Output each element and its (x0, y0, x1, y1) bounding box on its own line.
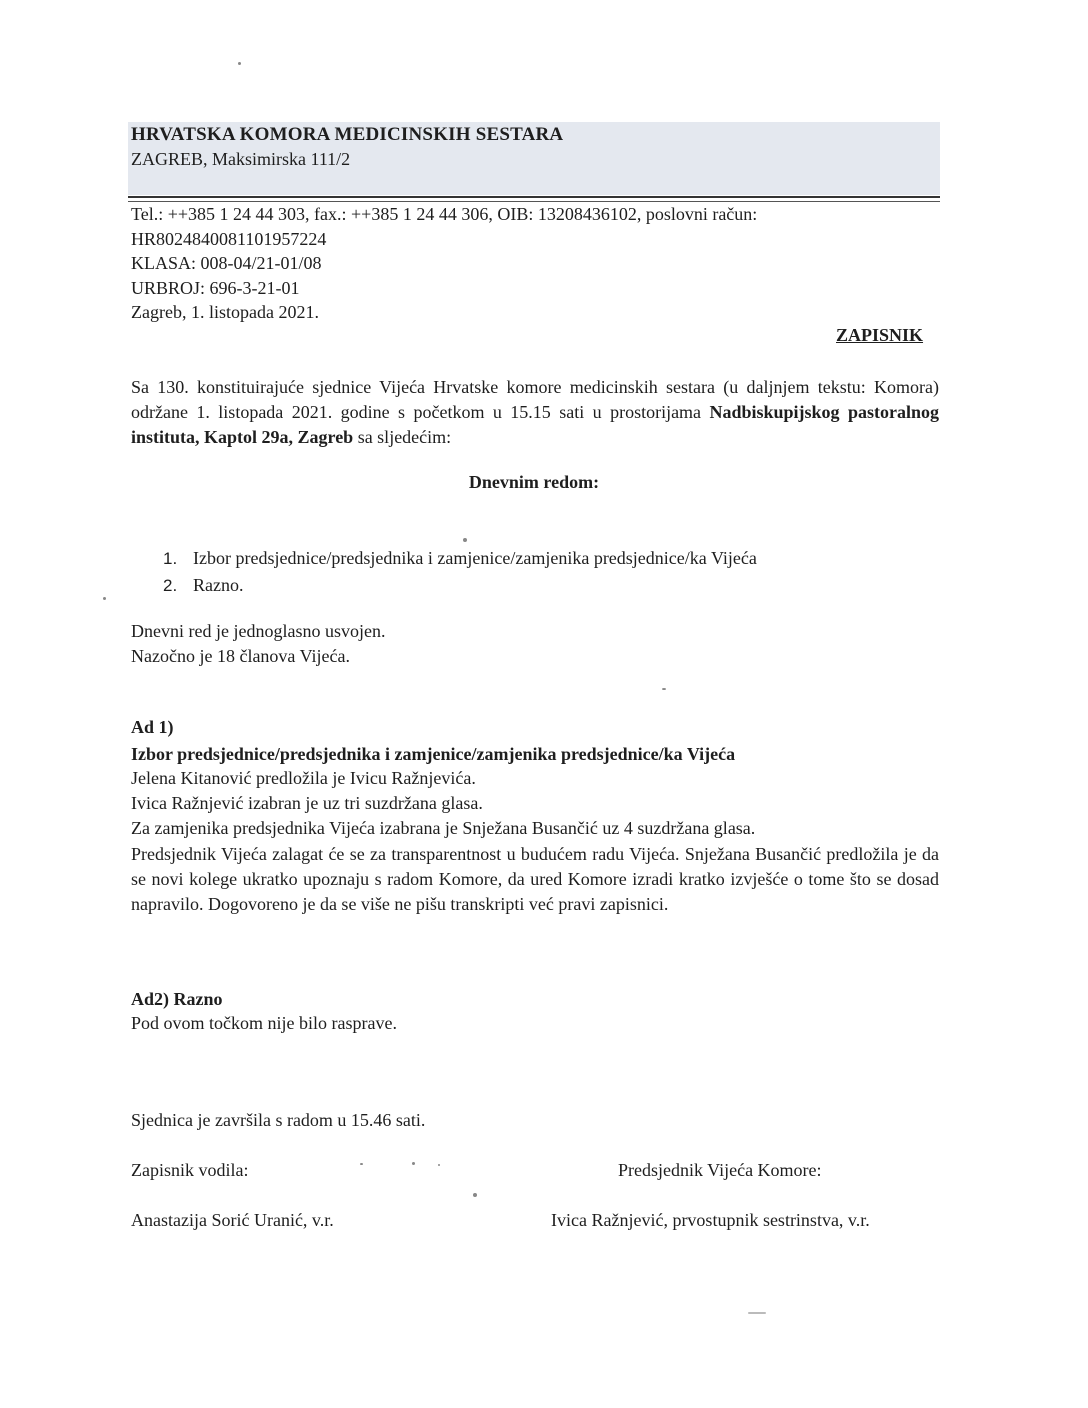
ad1-line: Jelena Kitanović predložila je Ivicu Ražnjevića. (131, 768, 476, 788)
agenda-number: 1. (163, 549, 178, 568)
scan-speck (103, 597, 106, 600)
president-label: Predsjednik Vijeća Komore: (618, 1160, 822, 1180)
urbroj: URBROJ: 696-3-21-01 (131, 278, 300, 298)
recorder-name: Anastazija Sorić Uranić, v.r. (131, 1210, 334, 1230)
scan-speck (360, 1163, 363, 1165)
contact-line: Tel.: ++385 1 24 44 303, fax.: ++385 1 24 44 306, OIB: 13208436102, poslovni račun: (131, 204, 758, 224)
scan-speck (473, 1193, 477, 1197)
scan-speck (412, 1162, 415, 1165)
intro-paragraph (131, 375, 939, 450)
organization-address: ZAGREB, Maksimirska 111/2 (131, 149, 351, 169)
scan-speck (438, 1164, 440, 1166)
letterhead-rule-thin (128, 201, 940, 202)
recorder-label: Zapisnik vodila: (131, 1160, 249, 1180)
klasa: KLASA: 008-04/21-01/08 (131, 253, 322, 273)
ad1-heading: Izbor predsjednice/predsjednika i zamjenice/zamjenika predsjednice/ka Vijeća (131, 744, 736, 764)
agenda-text: Razno. (193, 575, 244, 595)
agenda-list (163, 545, 757, 599)
agenda-heading: Dnevnim redom: (468, 472, 600, 492)
closing-line: Sjednica je završila s radom u 15.46 sati. (131, 1110, 426, 1130)
intro-tail: sa sljedećim: (353, 427, 452, 447)
document-date: Zagreb, 1. listopada 2021. (131, 302, 319, 322)
ad2-text: Pod ovom točkom nije bilo rasprave. (131, 1013, 397, 1033)
president-name: Ivica Ražnjević, prvostupnik sestrinstva, v.r. (551, 1210, 870, 1230)
ad1-line: Ivica Ražnjević izabran je uz tri suzdržana glasa. (131, 793, 483, 813)
organization-name: HRVATSKA KOMORA MEDICINSKIH SESTARA (131, 124, 564, 145)
ad1-paragraph: Predsjednik Vijeća zalagat će se za transparentnost u budućem radu Vijeća. Snježana Busančić predložila je da se novi kolege ukratko upoznaju s radom Komore, da ured Komore izradi kratko izvješće o tome što se dosad napravilo. Dogovoreno je da se više ne pišu transkripti već pravi zapisnici. (131, 844, 939, 914)
list-item (163, 572, 757, 599)
meeting-location: Nadbiskupijskog pastoralnog instituta, Kaptol 29a, Zagreb (131, 402, 939, 447)
agenda-number: 2. (163, 576, 178, 595)
scan-speck (463, 538, 467, 542)
ad2-label: Ad2) Razno (131, 989, 223, 1009)
agenda-text: Izbor predsjednice/predsjednika i zamjenice/zamjenika predsjednice/ka Vijeća (193, 548, 757, 568)
scan-speck (748, 1312, 766, 1314)
scan-speck (662, 688, 666, 690)
letterhead-rule (128, 196, 940, 198)
ad1-label: Ad 1) (131, 717, 174, 737)
attendance-line: Nazočno je 18 članova Vijeća. (131, 646, 350, 666)
ad1-line: Za zamjenika predsjednika Vijeća izabrana je Snježana Busančić uz 4 suzdržana glasa. (131, 818, 756, 838)
intro-text: Sa 130. konstituirajuće sjednice Vijeća Hrvatske komore medicinskih sestara (u daljnjem tekstu: Komora) održane 1. listopada 2021. godine s početkom u 15.15 sati u prostorijama (131, 377, 939, 422)
scan-speck (238, 62, 241, 65)
document-title: ZAPISNIK (836, 325, 924, 345)
adoption-line: Dnevni red je jednoglasno usvojen. (131, 621, 386, 641)
bank-account: HR8024840081101957224 (131, 229, 327, 249)
list-item (163, 545, 757, 572)
